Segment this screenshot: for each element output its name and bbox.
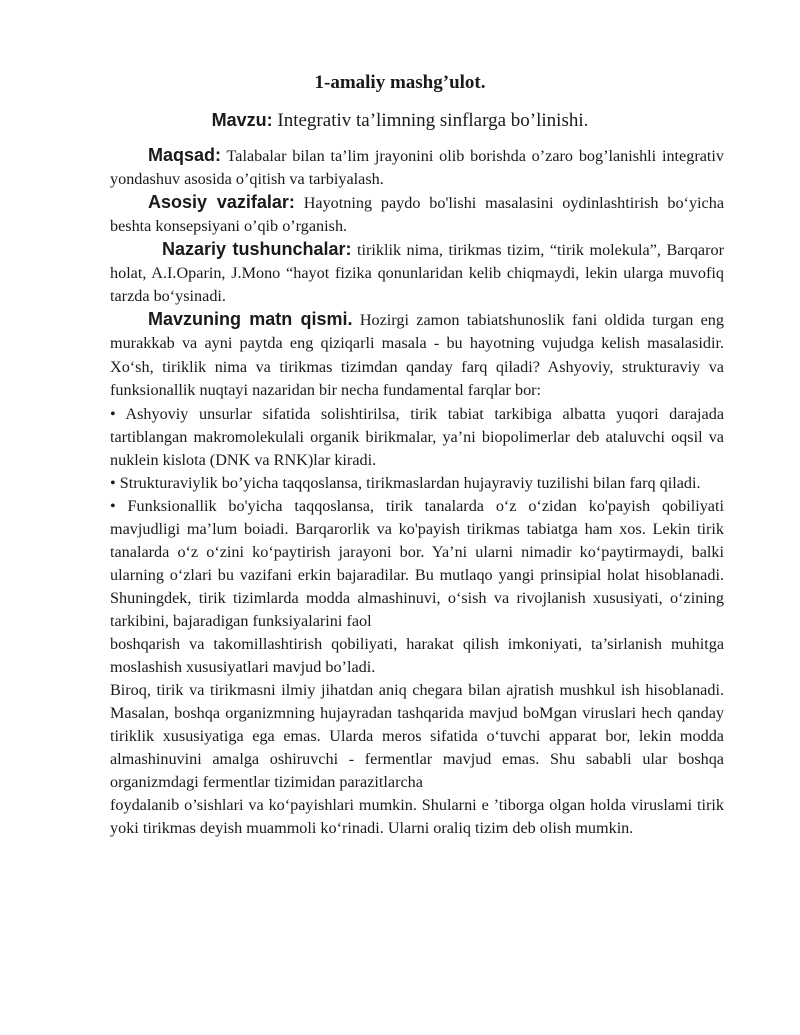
tasks-text: Hayotning paydo bo'lishi masalasini oydinlashtirish bo‘yicha beshta konsepsiyani o’qib o’rganish.	[110, 194, 724, 235]
bullet-function: • Funksionallik bo'yicha taqqoslansa, tirik tanalarda o‘z o‘zidan ko'payish qobiliyati mavjudligi ma’lum boiadi. Barqarorlik va ko'payish tirikmas tabiatga ham xos. Lekin tirik tanalarda o‘z o‘zini ko‘paytirish jarayoni bor. Ya’ni ularni nimadir ko‘paytirmaydi, balki ularning o‘zlari bu vazifani erkin bajaradilar. Bu mutlaqo yangi prinsipial holat hisoblanadi. Shuningdek, tirik tizimlarda modda almashinuvi, o‘sish va rivojlanish xususiyati, o‘zining tarkibini, bajaradigan funksiyalarini faol	[110, 496, 724, 630]
topic-line	[0, 110, 800, 132]
page-title: 1-amaliy mashg’ulot.	[314, 72, 486, 93]
document-body	[110, 144, 724, 840]
goal-label: Maqsad:	[148, 145, 222, 165]
goal-text: Talabalar bilan ta’lim jrayonini olib borishda o’zaro bog’lanishli integrativ yondashuv asosida o’qitish va tarbiyalash.	[110, 147, 724, 188]
goal-paragraph	[110, 144, 724, 191]
concepts-paragraph	[110, 238, 724, 308]
bullet-function-continued: boshqarish va takomillashtirish qobiliyati, harakat qilish imkoniyati, ta’sirlanish muhitga moslashish xususiyatlari mavjud bo’ladi.	[110, 634, 724, 676]
bullet-material: • Ashyoviy unsurlar sifatida solishtirilsa, tirik tabiat tarkibiga albatta yuqori darajada tartiblangan makromolekulali organik birikmalar, ya’ni biopolimerlar deb ataluvchi oqsil va nuklein kislota (DNK va RNK)lar kiradi.	[110, 404, 724, 469]
topic-text: Integrativ ta’limning sinflarga bo’linishi.	[272, 110, 589, 131]
however-paragraph: Biroq, tirik va tirikmasni ilmiy jihatdan aniq chegara bilan ajratish mushkul ish hisoblanadi. Masalan, boshqa organizmning hujayradan tashqarida mavjud boMgan viruslari hech qanday tiriklik xususiyatiga ega emas. Ularda meros sifatida o‘tuvchi apparat bor, lekin modda almashinuvini amalga oshiruvchi - fermentlar mavjud emas. Shu sababli ular boshqa organizmdagi fermentlar tizimidan parazitlarcha	[110, 680, 724, 791]
main-text-body: Hozirgi zamon tabiatshunoslik fani oldida turgan eng murakkab va ayni paytda eng qiziqarli masala - bu hayotning vujudga kelish masalasidir. Xo‘sh, tiriklik nima va tirikmas tizimdan qanday farq qiladi? Ashyoviy, strukturaviy va funksionallik nuqtayi nazaridan bir necha fundamental farqlar bor:	[110, 311, 724, 400]
tasks-paragraph	[110, 191, 724, 238]
topic-label: Mavzu:	[211, 110, 273, 130]
main-text-label: Mavzuning matn qismi.	[148, 309, 353, 329]
however-paragraph-continued: foydalanib o’sishlari va ko‘payishlari mumkin. Shularni e ’tiborga olgan holda viruslami tirik yoki tirikmas deyish muammoli ko‘rinadi. Ularni oraliq tizim deb olish mumkin.	[110, 795, 724, 837]
bullet-structure: • Strukturaviylik bo’yicha taqqoslansa, tirikmaslardan hujayraviy tuzilishi bilan farq qiladi.	[110, 473, 701, 492]
concepts-text: tiriklik nima, tirikmas tizim, “tirik molekula”, Barqaror holat, A.I.Oparin, J.Mono “hayot fizika qonunlaridan kelib chiqmaydi, lekin ularga muvofiq tarzda bo‘ysinadi.	[110, 241, 724, 305]
main-text-paragraph	[110, 308, 724, 403]
tasks-label: Asosiy vazifalar:	[148, 192, 295, 212]
concepts-label: Nazariy tushunchalar:	[162, 239, 352, 259]
